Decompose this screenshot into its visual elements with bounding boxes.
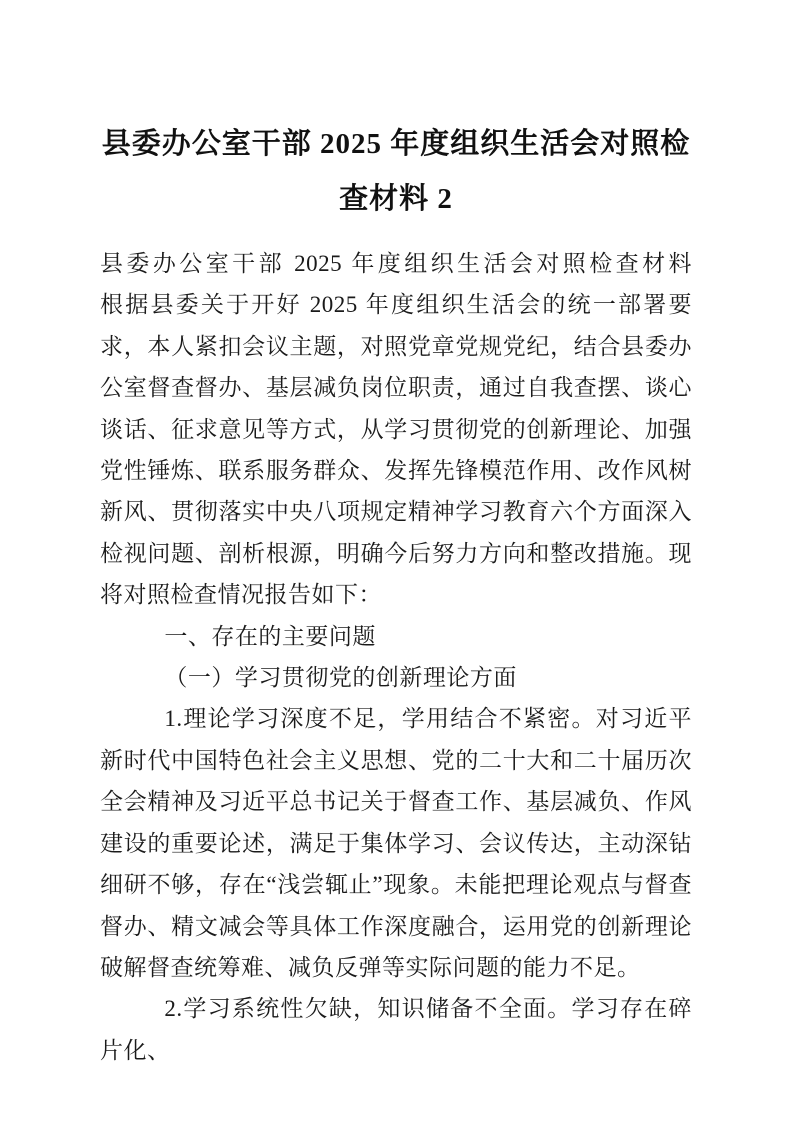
paragraph-intro: 县委办公室干部 2025 年度组织生活会对照检查材料 根据县委关于开好 2025 年度组织生活会的统一部署要求，本人紧扣会议主题，对照党章党规党纪，结合县委办公室督查督办、基层减负岗位职责，通过自我查摆、谈心谈话、征求意见等方式，从学习贯彻党的创新理论、加强党性锤炼、联系服务群众、发挥先锋模范作用、改作风树新风、贯彻落实中央八项规定精神学习教育六个方面深入检视问题、剖析根源，明确今后努力方向和整改措施。现将对照检查情况报告如下： [100,251,739,608]
subsection-heading-theory-study: （一）学习贯彻党的创新理论方面 [164,665,517,691]
paragraph-item-2: 2.学习系统性欠缺，知识储备不全面。学习存在碎片化、 [100,996,692,1063]
paragraph-item-1: 1.理论学习深度不足，学用结合不紧密。对习近平新时代中国特色社会主义思想、党的二十大和二十届历次全会精神及习近平总书记关于督查工作、基层减负、作风建设的重要论述，满足于集体学习、会议传达，主动深钻细研不够，存在“浅尝辄止”现象。未能把理论观点与督查督办、精文减会等具体工作深度融合，运用党的创新理论破解督查统筹难、减负反弹等实际问题的能力不足。 [100,706,692,980]
document-title: 县委办公室干部 2025 年度组织生活会对照检查材料 2 [101,128,691,215]
section-heading-main-problems: 一、存在的主要问题 [164,623,376,649]
